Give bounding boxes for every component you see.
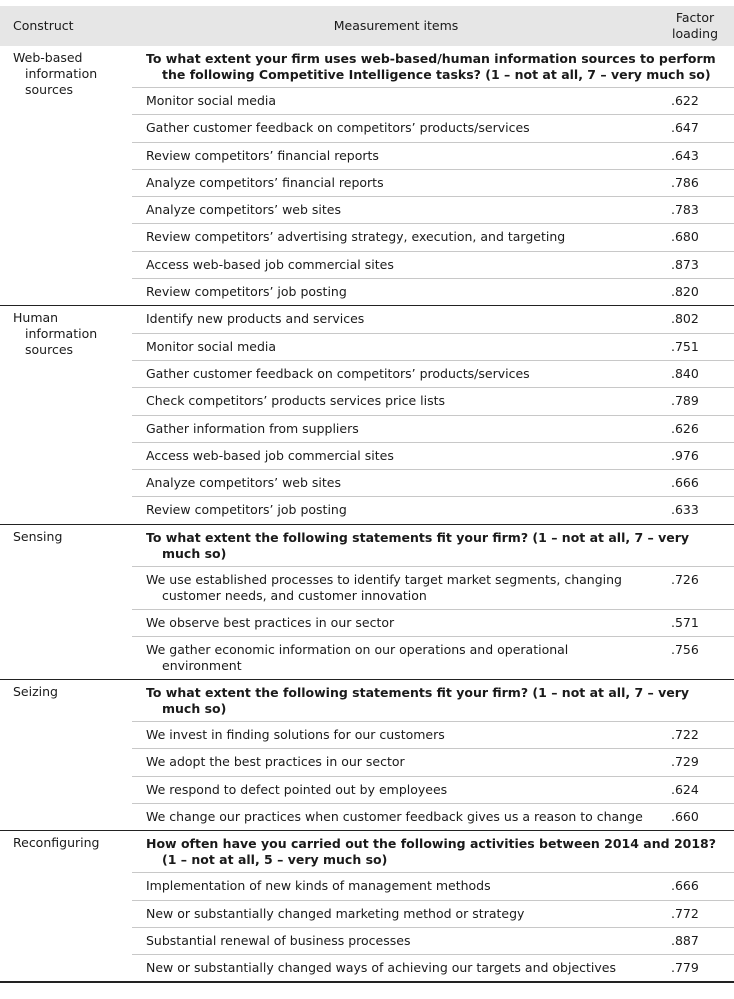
measurement-item-cell bbox=[132, 566, 660, 609]
measurement-item-cell bbox=[132, 224, 660, 251]
measurement-item-cell bbox=[132, 333, 660, 360]
measurement-item: Analyze competitors’ web sites bbox=[146, 475, 341, 491]
header-factor-loading-line1: Factor bbox=[675, 10, 715, 25]
measurement-item: Gather customer feedback on competitors’ products/services bbox=[146, 365, 530, 381]
question-text: To what extent the following statements fit your firm? (1 – not at all, 7 – very much so) bbox=[146, 685, 690, 717]
factor-loading-value: .726 bbox=[671, 571, 699, 587]
measurement-item-cell bbox=[132, 776, 660, 803]
measurement-item-cell bbox=[132, 306, 660, 333]
factor-loading-cell bbox=[660, 749, 734, 776]
factor-loading-cell bbox=[660, 197, 734, 224]
factor-loading-cell bbox=[660, 609, 734, 636]
factor-loading-value: .626 bbox=[671, 420, 699, 436]
factor-loading-value: .647 bbox=[671, 120, 699, 136]
factor-loading-value: .624 bbox=[671, 781, 699, 797]
factor-loading-value: .680 bbox=[671, 229, 699, 245]
question-text: How often have you carried out the following activities between 2014 and 2018? (1 – not at all, 5 – very much so) bbox=[146, 836, 716, 868]
table-row bbox=[0, 306, 734, 333]
measurement-item: Implementation of new kinds of management methods bbox=[146, 878, 491, 894]
factor-loading-cell bbox=[660, 470, 734, 497]
factor-loading-cell bbox=[660, 169, 734, 196]
header-factor-loading-line2: loading bbox=[671, 26, 719, 41]
factor-loading-value: .666 bbox=[671, 878, 699, 894]
measurement-item: We respond to defect pointed out by employees bbox=[146, 781, 448, 797]
measurement-item-cell bbox=[132, 360, 660, 387]
factor-loading-value: .779 bbox=[671, 960, 699, 976]
factor-loading-value: .840 bbox=[671, 365, 699, 381]
measurement-table bbox=[0, 6, 734, 982]
factor-loading-value: .729 bbox=[671, 754, 699, 770]
measurement-item: Identify new products and services bbox=[146, 311, 365, 327]
question-row bbox=[0, 46, 734, 88]
measurement-item: New or substantially changed marketing method or strategy bbox=[146, 905, 525, 921]
measurement-item: Monitor social media bbox=[146, 338, 277, 354]
factor-loading-cell bbox=[660, 803, 734, 830]
factor-loading-cell bbox=[660, 388, 734, 415]
factor-loading-cell bbox=[660, 415, 734, 442]
question-row bbox=[0, 524, 734, 566]
measurement-item: We adopt the best practices in our sector bbox=[146, 754, 405, 770]
construct-cell bbox=[0, 831, 132, 982]
measurement-item: Monitor social media bbox=[146, 93, 277, 108]
measurement-item-cell bbox=[132, 609, 660, 636]
measurement-item: Gather customer feedback on competitors’ products/services bbox=[146, 120, 530, 136]
factor-loading-cell bbox=[660, 776, 734, 803]
measurement-item-cell bbox=[132, 803, 660, 830]
measurement-item-cell bbox=[132, 197, 660, 224]
construct-label: Web-based information sources bbox=[13, 50, 98, 97]
factor-loading-value: .751 bbox=[671, 338, 699, 354]
factor-loading-cell bbox=[660, 333, 734, 360]
construct-label: Seizing bbox=[13, 684, 58, 700]
measurement-item: We use established processes to identify target market segments, changing customer needs, and customer innovation bbox=[146, 571, 622, 603]
factor-loading-value: .660 bbox=[671, 808, 699, 824]
construct-label: Reconfiguring bbox=[13, 835, 100, 851]
construct-cell bbox=[0, 680, 132, 831]
measurement-item-cell bbox=[132, 279, 660, 306]
measurement-item: Gather information from suppliers bbox=[146, 420, 359, 436]
factor-loading-value: .666 bbox=[671, 475, 699, 491]
measurement-item-cell bbox=[132, 442, 660, 469]
factor-loading-value: .756 bbox=[671, 642, 699, 658]
factor-loading-value: .873 bbox=[671, 256, 699, 272]
factor-loading-value: .802 bbox=[671, 311, 699, 327]
factor-loading-value: .633 bbox=[671, 502, 699, 518]
measurement-item: Review competitors’ job posting bbox=[146, 502, 347, 518]
measurement-item: We gather economic information on our operations and operational environment bbox=[146, 642, 569, 674]
measurement-item-cell bbox=[132, 115, 660, 142]
measurement-item: Analyze competitors’ financial reports bbox=[146, 174, 384, 190]
factor-loading-cell bbox=[660, 566, 734, 609]
factor-loading-value: .571 bbox=[671, 614, 699, 630]
measurement-item: Check competitors’ products services price lists bbox=[146, 393, 446, 409]
factor-loading-value: .976 bbox=[671, 447, 699, 463]
construct-cell bbox=[0, 46, 132, 306]
measurement-item-cell bbox=[132, 873, 660, 900]
question-text: To what extent your firm uses web-based/human information sources to perform the following Competitive Intelligence tasks? (1 – not at all, 7 – very much so) bbox=[146, 51, 716, 82]
measurement-item-cell bbox=[132, 88, 660, 115]
factor-loading-cell bbox=[660, 722, 734, 749]
measurement-item-cell bbox=[132, 415, 660, 442]
table-body bbox=[0, 46, 734, 982]
measurement-item: Access web-based job commercial sites bbox=[146, 447, 394, 463]
measurement-item-cell bbox=[132, 955, 660, 982]
factor-loading-cell bbox=[660, 88, 734, 115]
header-measurement-items: Measurement items bbox=[333, 18, 459, 33]
factor-loading-cell bbox=[660, 279, 734, 306]
construct-cell bbox=[0, 306, 132, 524]
table-header-row bbox=[0, 6, 734, 46]
header-construct: Construct bbox=[13, 18, 74, 33]
measurement-item-cell bbox=[132, 927, 660, 954]
measurement-item-cell bbox=[132, 749, 660, 776]
measurement-item: We observe best practices in our sector bbox=[146, 614, 395, 630]
measurement-item: New or substantially changed ways of achieving our targets and objectives bbox=[146, 960, 616, 976]
factor-loading-cell bbox=[660, 955, 734, 982]
measurement-item-cell bbox=[132, 900, 660, 927]
measurement-item-cell bbox=[132, 722, 660, 749]
construct-label: Human information sources bbox=[13, 310, 98, 358]
measurement-item: Substantial renewal of business processes bbox=[146, 932, 411, 948]
measurement-item-cell bbox=[132, 169, 660, 196]
question-cell bbox=[132, 46, 734, 88]
factor-loading-value: .789 bbox=[671, 393, 699, 409]
measurement-item: Review competitors’ job posting bbox=[146, 284, 347, 300]
table-bottom-rule bbox=[0, 982, 734, 983]
measurement-item: Review competitors’ advertising strategy, execution, and targeting bbox=[146, 229, 566, 245]
construct-label: Sensing bbox=[13, 528, 63, 544]
factor-loading-value: .722 bbox=[671, 727, 699, 743]
question-cell bbox=[132, 831, 734, 873]
factor-loading-cell bbox=[660, 900, 734, 927]
factor-loading-cell bbox=[660, 442, 734, 469]
question-cell bbox=[132, 524, 734, 566]
measurement-item-cell bbox=[132, 470, 660, 497]
factor-loading-value: .622 bbox=[671, 93, 699, 108]
factor-loading-value: .643 bbox=[671, 147, 699, 163]
construct-cell bbox=[0, 524, 132, 679]
factor-loading-cell bbox=[660, 927, 734, 954]
question-row bbox=[0, 831, 734, 873]
factor-loading-cell bbox=[660, 115, 734, 142]
factor-loading-cell bbox=[660, 142, 734, 169]
factor-loading-cell bbox=[660, 251, 734, 278]
measurement-item: Access web-based job commercial sites bbox=[146, 256, 394, 272]
question-row bbox=[0, 680, 734, 722]
measurement-item: We change our practices when customer feedback gives us a reason to change bbox=[146, 808, 643, 824]
question-text: To what extent the following statements fit your firm? (1 – not at all, 7 – very much so) bbox=[146, 529, 690, 561]
measurement-item: Review competitors’ financial reports bbox=[146, 147, 379, 163]
factor-loading-value: .887 bbox=[671, 932, 699, 948]
factor-loading-cell bbox=[660, 497, 734, 524]
factor-loading-cell bbox=[660, 224, 734, 251]
factor-loading-value: .820 bbox=[671, 284, 699, 300]
measurement-item-cell bbox=[132, 142, 660, 169]
factor-loading-cell bbox=[660, 360, 734, 387]
factor-loading-cell bbox=[660, 306, 734, 333]
factor-loading-cell bbox=[660, 637, 734, 680]
measurement-item-cell bbox=[132, 388, 660, 415]
measurement-item-cell bbox=[132, 251, 660, 278]
factor-loading-value: .786 bbox=[671, 174, 699, 190]
measurement-item-cell bbox=[132, 497, 660, 524]
measurement-item-cell bbox=[132, 637, 660, 680]
factor-loading-cell bbox=[660, 873, 734, 900]
question-cell bbox=[132, 680, 734, 722]
measurement-item: We invest in finding solutions for our customers bbox=[146, 727, 445, 743]
header-factor-loading bbox=[660, 6, 734, 46]
factor-loading-value: .772 bbox=[671, 905, 699, 921]
factor-loading-value: .783 bbox=[671, 202, 699, 218]
measurement-item: Analyze competitors’ web sites bbox=[146, 202, 341, 218]
